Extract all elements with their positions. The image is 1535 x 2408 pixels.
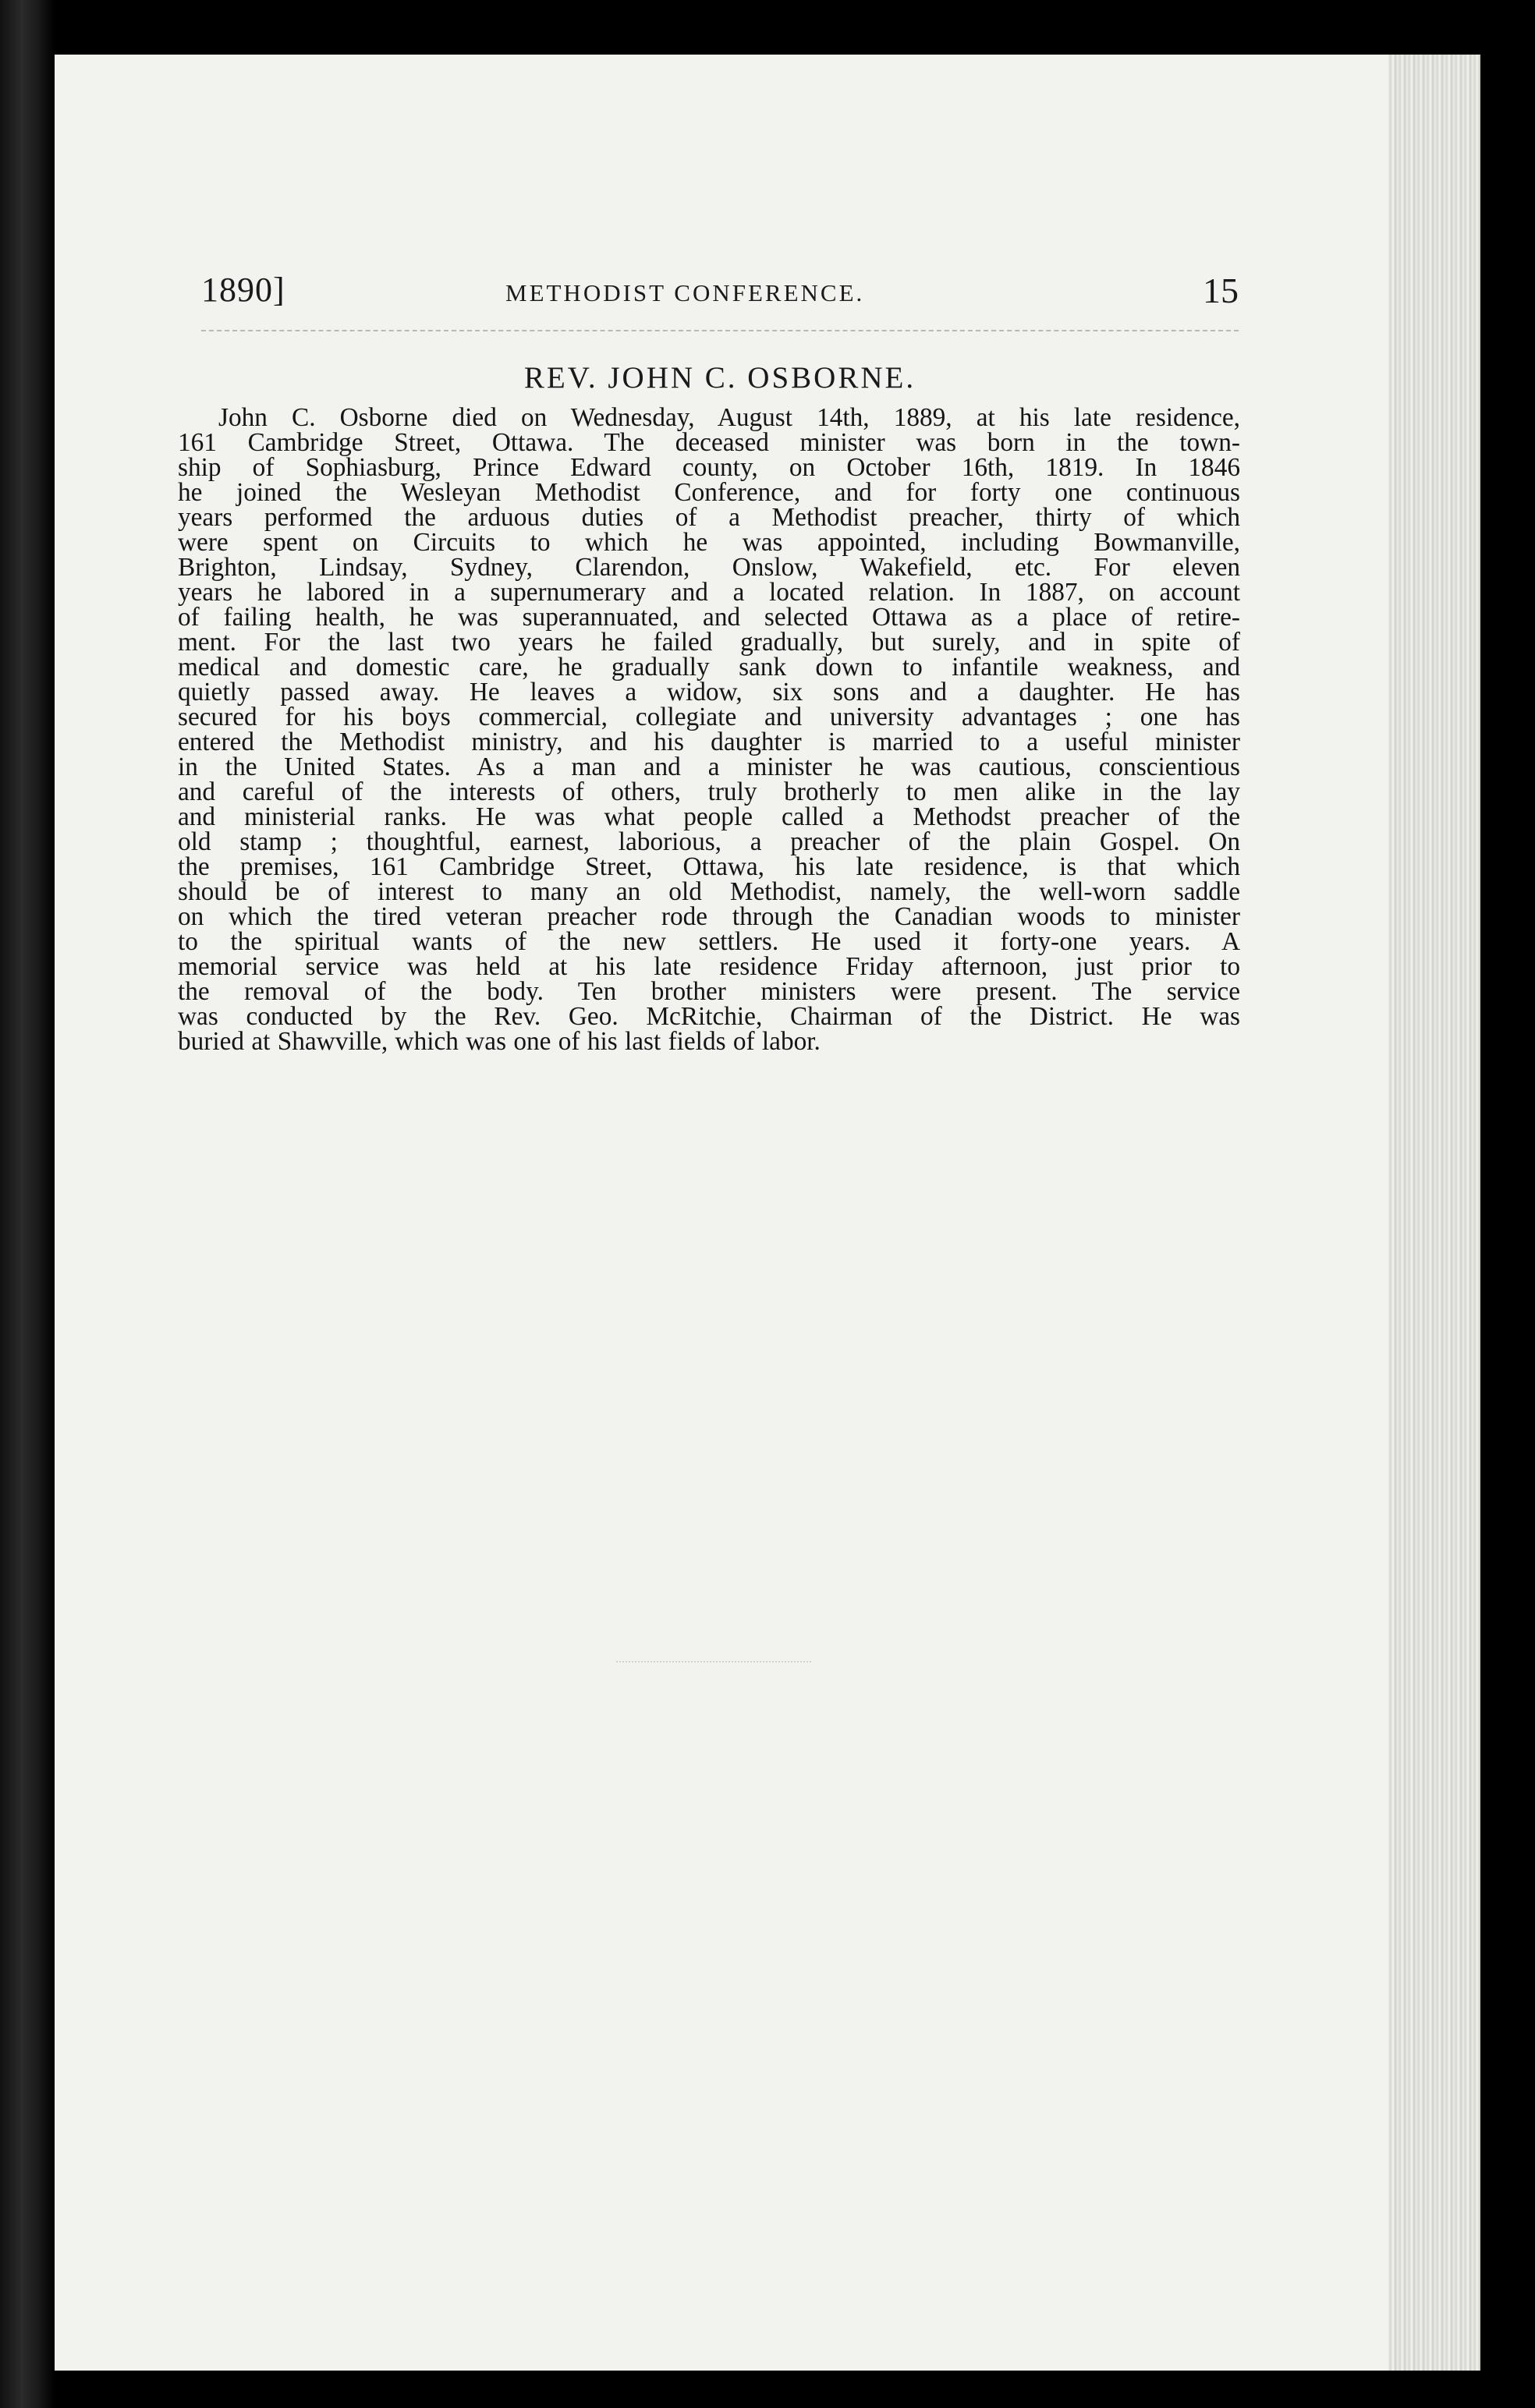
scan-bottom-border bbox=[55, 2371, 1480, 2408]
body-line: of failing health, he was superannuated, and selected Ottawa as a place of retire- bbox=[178, 603, 1240, 632]
body-line: 161 Cambridge Street, Ottawa. The deceased minister was born in the town- bbox=[178, 428, 1240, 457]
body-line: were spent on Circuits to which he was appointed, including Bowmanville, bbox=[178, 528, 1240, 557]
book-spine-edge bbox=[0, 0, 55, 2408]
header-year: 1890] bbox=[201, 271, 285, 309]
body-line: buried at Shawville, which was one of his last fields of labor. bbox=[178, 1027, 821, 1056]
body-line: ship of Sophiasburg, Prince Edward county, on October 16th, 1819. In 1846 bbox=[178, 453, 1240, 482]
body-line: entered the Methodist ministry, and his daughter is married to a useful minister bbox=[178, 728, 1240, 756]
bleed-through-rule bbox=[616, 1661, 811, 1663]
body-line: John C. Osborne died on Wednesday, August 14th, 1889, at his late residence, bbox=[218, 403, 1240, 432]
body-line: years he labored in a supernumerary and a located relation. In 1887, on account bbox=[178, 578, 1240, 607]
article-body bbox=[178, 405, 1240, 1054]
scan-top-border bbox=[55, 0, 1480, 55]
body-line: and careful of the interests of others, truly brotherly to men alike in the lay bbox=[178, 777, 1240, 806]
article-title: REV. JOHN C. OSBORNE. bbox=[523, 361, 916, 395]
body-line: he joined the Wesleyan Methodist Conference, and for forty one continuous bbox=[178, 478, 1240, 507]
body-line: was conducted by the Rev. Geo. McRitchie, Chairman of the District. He was bbox=[178, 1002, 1240, 1031]
body-line: should be of interest to many an old Methodist, namely, the well-worn saddle bbox=[178, 877, 1240, 906]
page-number: 15 bbox=[1203, 271, 1239, 310]
header-running-title: METHODIST CONFERENCE. bbox=[505, 279, 865, 306]
body-line: quietly passed away. He leaves a widow, six sons and a daughter. He has bbox=[178, 678, 1240, 706]
body-line: to the spiritual wants of the new settlers. He used it forty-one years. A bbox=[178, 927, 1240, 956]
body-line: medical and domestic care, he gradually sank down to infantile weakness, and bbox=[178, 653, 1240, 682]
body-line: in the United States. As a man and a minister he was cautious, conscientious bbox=[178, 752, 1240, 781]
body-line: the removal of the body. Ten brother ministers were present. The service bbox=[178, 977, 1240, 1006]
body-line: on which the tired veteran preacher rode through the Canadian woods to minister bbox=[178, 902, 1240, 931]
header-rule bbox=[201, 330, 1239, 331]
scan-right-border bbox=[1480, 0, 1535, 2408]
body-line: ment. For the last two years he failed gradually, but surely, and in spite of bbox=[178, 628, 1240, 657]
body-line: Brighton, Lindsay, Sydney, Clarendon, Onslow, Wakefield, etc. For eleven bbox=[178, 553, 1240, 582]
running-header bbox=[201, 270, 1239, 324]
body-line: secured for his boys commercial, collegiate and university advantages ; one has bbox=[178, 703, 1240, 731]
body-line: old stamp ; thoughtful, earnest, laborious, a preacher of the plain Gospel. On bbox=[178, 827, 1240, 856]
body-line: the premises, 161 Cambridge Street, Ottawa, his late residence, is that which bbox=[178, 852, 1240, 881]
body-line: and ministerial ranks. He was what people called a Methodst preacher of the bbox=[178, 802, 1240, 831]
page-stack-edge bbox=[1388, 0, 1480, 2408]
body-line: years performed the arduous duties of a Methodist preacher, thirty of which bbox=[178, 503, 1240, 532]
body-line: memorial service was held at his late residence Friday afternoon, just prior to bbox=[178, 952, 1240, 981]
